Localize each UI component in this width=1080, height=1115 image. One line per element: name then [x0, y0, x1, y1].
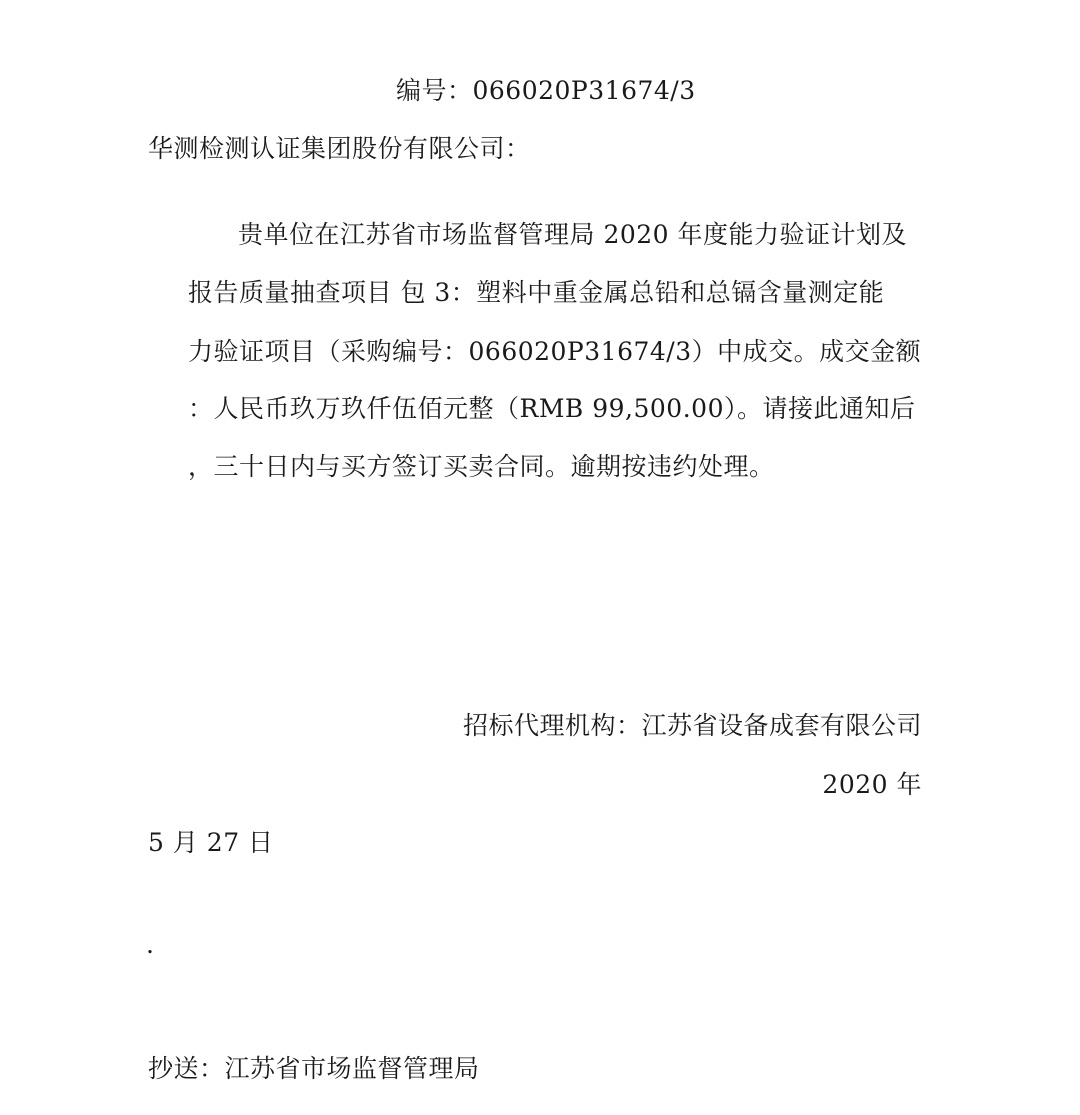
- stray-dot: .: [146, 930, 155, 959]
- body-line: 力验证项目（采购编号：066020P31674/3）中成交。成交金额: [188, 337, 922, 366]
- date-month-day: 5 月 27 日: [148, 828, 274, 857]
- body-line: ，三十日内与买方签订买卖合同。逾期按违约处理。: [188, 452, 775, 481]
- cc-line: 抄送：江苏省市场监督管理局: [148, 1054, 480, 1083]
- document-number: 编号：066020P31674/3: [396, 76, 696, 105]
- recipient-line: 华测检测认证集团股份有限公司：: [148, 134, 531, 163]
- body-line: 报告质量抽查项目 包 3：塑料中重金属总铅和总镉含量测定能: [188, 278, 885, 307]
- agency-signature: 招标代理机构：江苏省设备成套有限公司: [462, 711, 922, 740]
- date-year: 2020 年: [822, 770, 922, 799]
- body-line: 贵单位在江苏省市场监督管理局 2020 年度能力验证计划及: [238, 220, 908, 249]
- body-line: ：人民币玖万玖仟伍佰元整（RMB 99,500.00）。请接此通知后: [188, 394, 916, 423]
